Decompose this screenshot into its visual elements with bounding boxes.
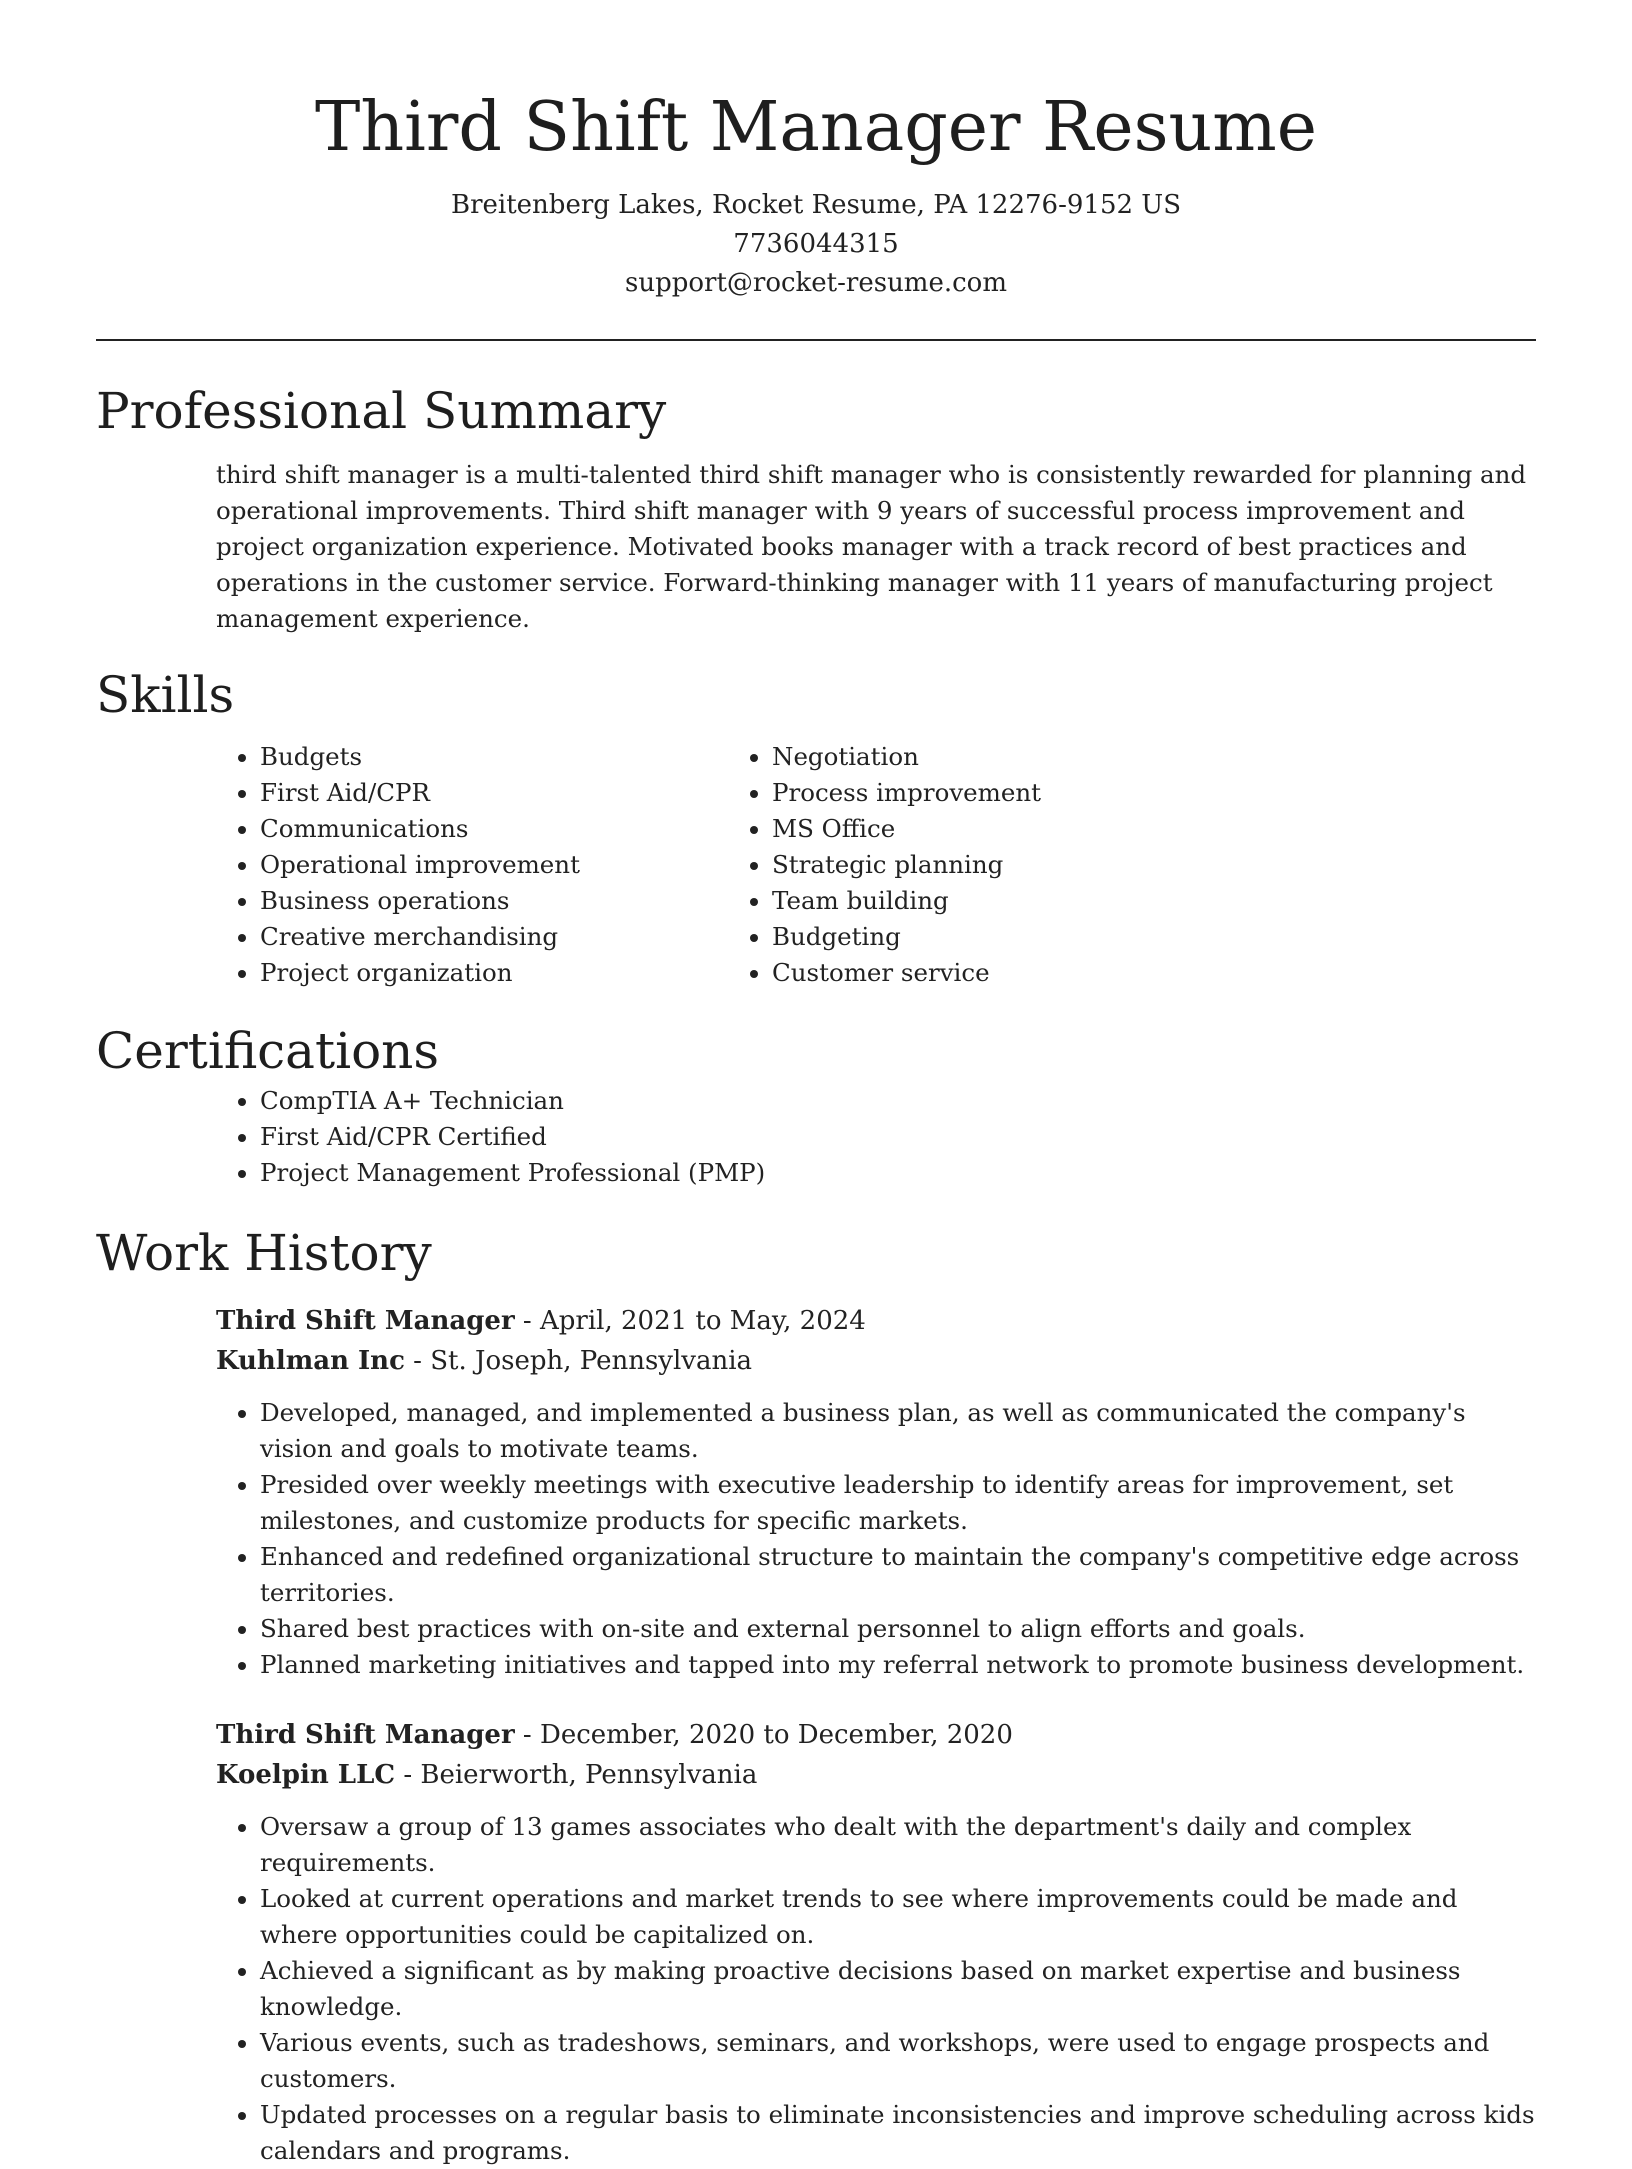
- job-entry: [216, 1715, 1536, 2169]
- skill-item: • Budgeting: [772, 919, 1041, 955]
- resume-header: [96, 0, 1536, 303]
- job-duties-list: [216, 1395, 1536, 1683]
- job-company-line: [216, 1341, 1536, 1381]
- skills-column-left: [96, 739, 746, 991]
- duty-item: • Various events, such as tradeshows, seminars, and workshops, were used to engage prospects and customers.: [260, 2025, 1536, 2097]
- job-dates: - December, 2020 to December, 2020: [514, 1720, 1013, 1750]
- skill-item: • First Aid/CPR: [260, 775, 746, 811]
- header-divider: [96, 339, 1536, 341]
- duty-item: • Shared best practices with on-site and external personnel to align efforts and goals.: [260, 1611, 1536, 1647]
- summary-text: third shift manager is a multi-talented third shift manager who is consistently rewarded for planning and operational improvements. Third shift manager with 9 years of successful process improvement and project organization experience. Motivated books manager with a track record of best practices and operations in the customer service. Forward-thinking manager with 11 years of manufacturing project management experience.: [216, 460, 1527, 633]
- skill-item: • MS Office: [772, 811, 1041, 847]
- job-company: Kuhlman Inc: [216, 1346, 405, 1376]
- duty-item: • Oversaw a group of 13 games associates who dealt with the department's daily and complex requirements.: [260, 1809, 1536, 1881]
- skills-column-right: [746, 739, 1041, 991]
- skill-item: • Budgets: [260, 739, 746, 775]
- skill-item: • Process improvement: [772, 775, 1041, 811]
- certification-item: • First Aid/CPR Certified: [260, 1119, 1536, 1155]
- skill-item: • Strategic planning: [772, 847, 1041, 883]
- skill-item: • Project organization: [260, 955, 746, 991]
- duty-item: • Updated processes on a regular basis to eliminate inconsistencies and improve scheduling across kids calendars and programs.: [260, 2097, 1536, 2169]
- contact-email: support@rocket-resume.com: [624, 268, 1007, 298]
- duty-item: • Enhanced and redefined organizational structure to maintain the company's competitive edge across territories.: [260, 1539, 1536, 1611]
- job-location: - Beierworth, Pennsylvania: [395, 1760, 758, 1790]
- skills-heading: Skills: [96, 666, 235, 724]
- skill-item: • Customer service: [772, 955, 1041, 991]
- skill-item: • Creative merchandising: [260, 919, 746, 955]
- job-role: Third Shift Manager: [216, 1306, 515, 1336]
- duty-item: • Developed, managed, and implemented a business plan, as well as communicated the company's vision and goals to motivate teams.: [260, 1395, 1536, 1467]
- job-title-line: [216, 1715, 1536, 1755]
- job-company-line: [216, 1755, 1536, 1795]
- job-location: - St. Joseph, Pennsylvania: [404, 1346, 753, 1376]
- contact-phone: 7736044315: [733, 229, 899, 259]
- work-history-heading: Work History: [96, 1224, 432, 1282]
- certification-item: • CompTIA A+ Technician: [260, 1083, 1536, 1119]
- certifications-list: [96, 1083, 1536, 1191]
- job-company: Koelpin LLC: [216, 1760, 396, 1790]
- skill-item: • Business operations: [260, 883, 746, 919]
- job-duties-list: [216, 1809, 1536, 2169]
- skill-item: • Negotiation: [772, 739, 1041, 775]
- job-entry: [216, 1301, 1536, 1683]
- job-title-line: [216, 1301, 1536, 1341]
- duty-item: • Looked at current operations and market trends to see where improvements could be made and where opportunities could be capitalized on.: [260, 1881, 1536, 1953]
- skills-list: [96, 739, 1536, 991]
- duty-item: • Presided over weekly meetings with executive leadership to identify areas for improvement, set milestones, and customize products for specific markets.: [260, 1467, 1536, 1539]
- resume-title: Third Shift Manager Resume: [314, 88, 1318, 167]
- certifications-heading: Certifications: [96, 1022, 440, 1080]
- skill-item: • Team building: [772, 883, 1041, 919]
- summary-heading: Professional Summary: [96, 382, 667, 440]
- skill-item: • Communications: [260, 811, 746, 847]
- duty-item: • Achieved a significant as by making proactive decisions based on market expertise and business knowledge.: [260, 1953, 1536, 2025]
- duty-item: • Planned marketing initiatives and tapped into my referral network to promote business development.: [260, 1647, 1536, 1683]
- skill-item: • Operational improvement: [260, 847, 746, 883]
- certification-item: • Project Management Professional (PMP): [260, 1155, 1536, 1191]
- resume-page: [96, 0, 1536, 2169]
- job-dates: - April, 2021 to May, 2024: [514, 1306, 866, 1336]
- job-role: Third Shift Manager: [216, 1720, 515, 1750]
- contact-address: Breitenberg Lakes, Rocket Resume, PA 12276-9152 US: [450, 190, 1182, 220]
